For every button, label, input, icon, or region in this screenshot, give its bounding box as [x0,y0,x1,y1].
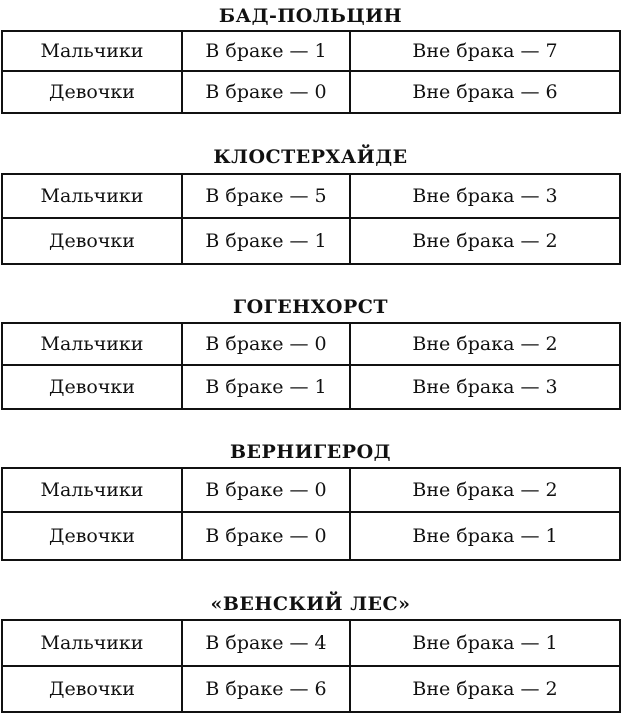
births-table [1,322,621,410]
section-title: БАД-ПОЛЬЦИН [218,5,403,27]
section-title: КЛОСТЕРХАЙДЕ [213,146,408,168]
row-label: Мальчики [2,31,182,71]
unmarried-count: Вне брака — 6 [350,71,620,113]
unmarried-count: Вне брака — 1 [350,512,620,560]
table-row [2,31,620,71]
table-row [2,71,620,113]
table-row [2,365,620,409]
unmarried-count: Вне брака — 2 [350,323,620,365]
unmarried-count: Вне брака — 3 [350,365,620,409]
table-row [2,512,620,560]
unmarried-count: Вне брака — 3 [350,174,620,218]
unmarried-count: Вне брака — 2 [350,218,620,264]
births-table [1,30,621,114]
married-count: В браке — 0 [182,468,350,512]
row-label: Девочки [2,218,182,264]
unmarried-count: Вне брака — 2 [350,666,620,712]
row-label: Девочки [2,71,182,113]
section-title: ГОГЕНХОРСТ [232,296,389,318]
unmarried-count: Вне брака — 2 [350,468,620,512]
row-label: Мальчики [2,468,182,512]
row-label: Девочки [2,666,182,712]
married-count: В браке — 6 [182,666,350,712]
married-count: В браке — 0 [182,71,350,113]
unmarried-count: Вне брака — 7 [350,31,620,71]
births-table [1,467,621,561]
row-label: Мальчики [2,174,182,218]
row-label: Девочки [2,365,182,409]
row-label: Мальчики [2,620,182,666]
births-table [1,173,621,265]
married-count: В браке — 0 [182,512,350,560]
table-row [2,218,620,264]
births-table [1,619,621,713]
section-title: «ВЕНСКИЙ ЛЕС» [210,593,411,615]
married-count: В браке — 0 [182,323,350,365]
table-row [2,666,620,712]
table-row [2,620,620,666]
table-row [2,323,620,365]
row-label: Мальчики [2,323,182,365]
table-row [2,468,620,512]
married-count: В браке — 1 [182,31,350,71]
married-count: В браке — 4 [182,620,350,666]
table-row [2,174,620,218]
unmarried-count: Вне брака — 1 [350,620,620,666]
row-label: Девочки [2,512,182,560]
married-count: В браке — 1 [182,365,350,409]
section-title: ВЕРНИГЕРОД [229,441,392,463]
married-count: В браке — 5 [182,174,350,218]
married-count: В браке — 1 [182,218,350,264]
